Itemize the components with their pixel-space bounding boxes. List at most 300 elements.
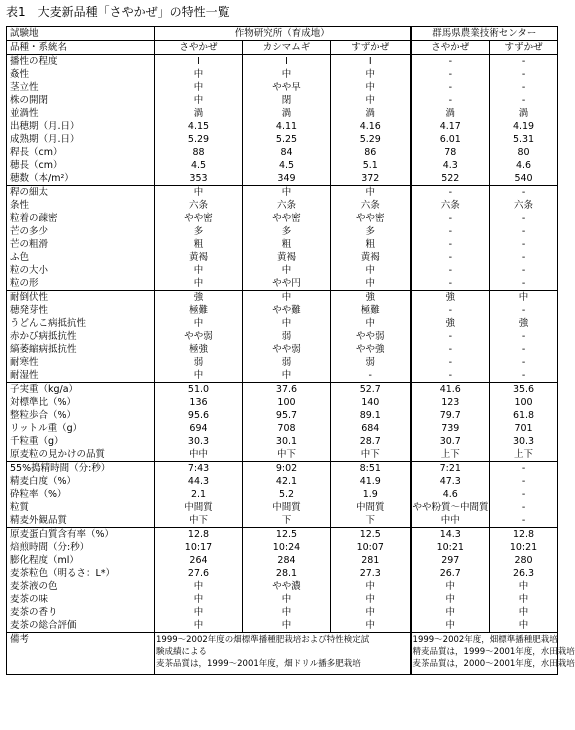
value-cell: - [490, 475, 558, 488]
value-cell: - [490, 277, 558, 291]
note-line: 麦茶品質は，1999～2001年度，畑ドリル播多肥栽培 [156, 659, 361, 669]
value-cell: 中間質 [331, 501, 411, 514]
note-line: 験成績による [156, 647, 208, 657]
value-cell: 100 [243, 396, 331, 409]
value-cell: 12.5 [331, 528, 411, 542]
value-cell: 中 [155, 593, 243, 606]
table-row [7, 55, 558, 69]
value-cell: 4.11 [243, 120, 331, 133]
value-cell: - [411, 55, 490, 69]
value-cell: 中下 [243, 448, 331, 462]
value-cell: 10:24 [243, 541, 331, 554]
value-cell: - [490, 68, 558, 81]
value-cell: - [490, 81, 558, 94]
variety-header: すずかぜ [490, 41, 558, 55]
value-cell: - [411, 277, 490, 291]
row-label: 姦性 [7, 68, 155, 81]
row-label: 原麦蛋白質含有率（%） [7, 528, 155, 542]
value-cell: 中 [243, 606, 331, 619]
value-cell: 中 [490, 619, 558, 633]
header-row-site [7, 27, 558, 41]
value-cell: やや粉質～中間質 [412, 502, 489, 513]
value-cell: 多 [243, 225, 331, 238]
value-cell: 284 [243, 554, 331, 567]
table-row [7, 238, 558, 251]
value-cell: 強 [155, 291, 243, 305]
value-cell: 六条 [411, 199, 490, 212]
value-cell: 522 [411, 172, 490, 186]
row-label: 精麦外観品質 [7, 514, 155, 528]
value-cell: 下 [243, 514, 331, 528]
value-cell: 4.5 [243, 159, 331, 172]
value-cell: 中 [331, 277, 411, 291]
row-label: 成熟期（月.日） [7, 133, 155, 146]
row-label: 麦茶液の色 [7, 580, 155, 593]
value-cell: 12.8 [490, 528, 558, 542]
value-cell: 中 [411, 580, 490, 593]
value-cell: 強 [411, 317, 490, 330]
table-row [7, 159, 558, 172]
value-cell: - [490, 225, 558, 238]
value-cell: 701 [490, 422, 558, 435]
value-cell: - [411, 94, 490, 107]
note-line: 麦茶品質は，2000～2001年度，水田栽培 [412, 659, 575, 669]
value-cell: 中 [331, 619, 411, 633]
value-cell: 閉 [243, 94, 331, 107]
row-label: 麦茶の味 [7, 593, 155, 606]
value-cell: I [155, 55, 243, 69]
value-cell: 極難 [331, 304, 411, 317]
value-cell: 95.6 [155, 409, 243, 422]
row-label: うどんこ病抵抗性 [7, 317, 155, 330]
table-row [7, 317, 558, 330]
value-cell: 10:21 [411, 541, 490, 554]
value-cell: やや早 [243, 81, 331, 94]
value-cell: 中間質 [243, 501, 331, 514]
value-cell: 1.9 [331, 488, 411, 501]
row-label: 原麦粒の見かけの品質 [7, 448, 155, 462]
value-cell: I [331, 55, 411, 69]
row-label: 穂発芽性 [7, 304, 155, 317]
value-cell: 中 [155, 94, 243, 107]
site-label: 試験地 [7, 27, 155, 41]
value-cell: やや円 [243, 277, 331, 291]
header-row-variety [7, 41, 558, 55]
table-row [7, 448, 558, 462]
value-cell: 黄褐 [331, 251, 411, 264]
notes-label: 備考 [7, 633, 155, 675]
value-cell: 540 [490, 172, 558, 186]
value-cell: 中 [155, 264, 243, 277]
characteristics-table [6, 26, 575, 675]
site-a-header: 作物研究所（育成地） [155, 27, 411, 41]
value-cell: 280 [490, 554, 558, 567]
value-cell: 中下 [155, 514, 243, 528]
variety-header: カシマムギ [243, 41, 331, 55]
value-cell: 61.8 [490, 409, 558, 422]
table-row [7, 514, 558, 528]
row-label: 芒の粗滑 [7, 238, 155, 251]
row-label: リットル重（g） [7, 422, 155, 435]
value-cell: 中 [243, 369, 331, 383]
value-cell: 89.1 [331, 409, 411, 422]
value-cell: 弱 [243, 356, 331, 369]
value-cell: 強 [490, 317, 558, 330]
value-cell: 中 [155, 317, 243, 330]
value-cell: 86 [331, 146, 411, 159]
table-row [7, 133, 558, 146]
value-cell: 80 [490, 146, 558, 159]
value-cell: 41.6 [411, 383, 490, 397]
value-cell: 4.16 [331, 120, 411, 133]
value-cell: - [490, 264, 558, 277]
value-cell: 4.19 [490, 120, 558, 133]
value-cell: - [490, 212, 558, 225]
table-row [7, 396, 558, 409]
value-cell: 中 [490, 291, 558, 305]
row-label: 千粒重（g） [7, 435, 155, 448]
table-body [7, 27, 575, 675]
value-cell: 100 [490, 396, 558, 409]
value-cell: 5.29 [331, 133, 411, 146]
value-cell: 12.5 [243, 528, 331, 542]
value-cell: 中 [155, 68, 243, 81]
value-cell: 中 [331, 68, 411, 81]
value-cell: 中中 [155, 448, 243, 462]
row-label: 稈の細太 [7, 186, 155, 200]
value-cell: - [411, 212, 490, 225]
value-cell: 51.0 [155, 383, 243, 397]
value-cell: やや強 [331, 343, 411, 356]
table-row [7, 251, 558, 264]
value-cell: 中 [331, 264, 411, 277]
value-cell: 六条 [490, 199, 558, 212]
value-cell: 中 [243, 619, 331, 633]
value-cell: 4.3 [411, 159, 490, 172]
value-cell: 140 [331, 396, 411, 409]
value-cell: - [490, 369, 558, 383]
value-cell: 上下 [411, 448, 490, 462]
value-cell: 中 [331, 186, 411, 200]
value-cell: 中 [243, 264, 331, 277]
value-cell: - [411, 225, 490, 238]
table-row [7, 146, 558, 159]
value-cell: 297 [411, 554, 490, 567]
value-cell: 中中 [411, 514, 490, 528]
value-cell: 28.7 [331, 435, 411, 448]
value-cell: 中 [331, 580, 411, 593]
value-cell: 強 [411, 291, 490, 305]
value-cell: - [411, 264, 490, 277]
notes-site-b [411, 633, 575, 675]
value-cell: - [490, 251, 558, 264]
value-cell: 強 [331, 291, 411, 305]
value-cell: 渦 [243, 107, 331, 120]
value-cell: 349 [243, 172, 331, 186]
value-cell: 95.7 [243, 409, 331, 422]
value-cell: 281 [331, 554, 411, 567]
value-cell: - [490, 462, 558, 476]
value-cell: - [411, 356, 490, 369]
value-cell: 弱 [155, 356, 243, 369]
table-row [7, 264, 558, 277]
value-cell: 136 [155, 396, 243, 409]
value-cell: 中 [331, 94, 411, 107]
value-cell: 中間質 [155, 501, 243, 514]
value-cell: 中 [155, 580, 243, 593]
value-cell: 中 [411, 593, 490, 606]
value-cell: 中 [411, 606, 490, 619]
value-cell: 中 [411, 619, 490, 633]
value-cell: 353 [155, 172, 243, 186]
value-cell: - [490, 501, 558, 514]
value-cell: 7:43 [155, 462, 243, 476]
value-cell: 多 [155, 225, 243, 238]
table-row [7, 541, 558, 554]
value-cell: 中 [490, 606, 558, 619]
value-cell: 684 [331, 422, 411, 435]
value-cell: 84 [243, 146, 331, 159]
table-row [7, 619, 558, 633]
value-cell: 六条 [243, 199, 331, 212]
table-row [7, 369, 558, 383]
value-cell: 4.15 [155, 120, 243, 133]
value-cell: 弱 [243, 330, 331, 343]
value-cell: 14.3 [411, 528, 490, 542]
row-label: 芒の多少 [7, 225, 155, 238]
table-row [7, 172, 558, 186]
value-cell: 中 [155, 369, 243, 383]
value-cell: やや難 [243, 304, 331, 317]
value-cell: 中 [331, 606, 411, 619]
value-cell: 5.31 [490, 133, 558, 146]
value-cell: 中下 [331, 448, 411, 462]
table-row [7, 343, 558, 356]
table-title: 表1 大麦新品種「さやかぜ」の特性一覧 [6, 5, 230, 19]
row-label: 耐寒性 [7, 356, 155, 369]
value-cell: 9:02 [243, 462, 331, 476]
value-cell: - [411, 186, 490, 200]
row-label: 縞萎縮病抵抗性 [7, 343, 155, 356]
value-cell: 粗 [155, 238, 243, 251]
row-label: 赤かび病抵抗性 [7, 330, 155, 343]
value-cell: - [331, 369, 411, 383]
value-cell: 粗 [331, 238, 411, 251]
value-cell: - [411, 343, 490, 356]
value-cell: - [411, 304, 490, 317]
value-cell: 黄褐 [243, 251, 331, 264]
value-cell: やや密 [331, 212, 411, 225]
value-cell: 中 [331, 593, 411, 606]
value-cell: - [490, 94, 558, 107]
value-cell: 5.25 [243, 133, 331, 146]
value-cell: 中 [155, 606, 243, 619]
table-row [7, 330, 558, 343]
row-label: 55%搗精時間（分:秒） [7, 462, 155, 476]
value-cell: - [490, 330, 558, 343]
value-cell: 中 [490, 593, 558, 606]
table-row [7, 383, 558, 397]
table-row [7, 567, 558, 580]
value-cell: 5.2 [243, 488, 331, 501]
value-cell: やや弱 [243, 343, 331, 356]
note-line: 1999～2002年度，畑標準播種肥栽培 [412, 635, 558, 645]
table-row [7, 501, 558, 514]
value-cell: 4.17 [411, 120, 490, 133]
value-cell: 37.6 [243, 383, 331, 397]
value-cell: 渦 [411, 107, 490, 120]
value-cell: 4.5 [155, 159, 243, 172]
value-cell: 28.1 [243, 567, 331, 580]
value-cell: - [490, 304, 558, 317]
value-cell: 26.7 [411, 567, 490, 580]
row-label: 出穂期（月.日） [7, 120, 155, 133]
value-cell: 47.3 [411, 475, 490, 488]
table-row [7, 186, 558, 200]
row-label: 精麦白度（%） [7, 475, 155, 488]
value-cell: 中 [243, 186, 331, 200]
row-label: 条性 [7, 199, 155, 212]
row-label: 穂数（本/m²） [7, 172, 155, 186]
value-cell: 中 [490, 580, 558, 593]
variety-label: 品種・系統名 [7, 41, 155, 55]
row-label: 稈長（cm） [7, 146, 155, 159]
table-row [7, 107, 558, 120]
row-label: 対標準比（%） [7, 396, 155, 409]
value-cell: 渦 [155, 107, 243, 120]
value-cell: 739 [411, 422, 490, 435]
value-cell: 中 [243, 593, 331, 606]
table-row [7, 277, 558, 291]
table-row [7, 291, 558, 305]
value-cell: - [411, 81, 490, 94]
row-label: 耐倒伏性 [7, 291, 155, 305]
table-row [7, 593, 558, 606]
note-line: 1999～2002年度の畑標準播種肥栽培および特性検定試 [156, 635, 370, 645]
value-cell: 5.29 [155, 133, 243, 146]
value-cell: 52.7 [331, 383, 411, 397]
value-cell: やや密 [155, 212, 243, 225]
value-cell: 30.3 [490, 435, 558, 448]
value-cell: - [490, 343, 558, 356]
row-label: 焙煎時間（分:秒） [7, 541, 155, 554]
value-cell: 中 [155, 81, 243, 94]
row-label: 麦茶粒色（明るさ：L*） [7, 567, 155, 580]
value-cell: 7:21 [411, 462, 490, 476]
value-cell: - [490, 55, 558, 69]
value-cell: 六条 [155, 199, 243, 212]
value-cell: 渦 [490, 107, 558, 120]
value-cell: 中 [155, 277, 243, 291]
table-row [7, 304, 558, 317]
value-cell: 123 [411, 396, 490, 409]
value-cell: 41.9 [331, 475, 411, 488]
value-cell: 694 [155, 422, 243, 435]
value-cell: 88 [155, 146, 243, 159]
value-cell: - [411, 330, 490, 343]
value-cell: 8:51 [331, 462, 411, 476]
value-cell: 弱 [331, 356, 411, 369]
value-cell: - [490, 488, 558, 501]
variety-header: さやかぜ [155, 41, 243, 55]
value-cell: 中 [331, 81, 411, 94]
variety-header: さやかぜ [411, 41, 490, 55]
value-cell: - [490, 238, 558, 251]
value-cell: 30.1 [243, 435, 331, 448]
value-cell: やや密 [243, 212, 331, 225]
note-line: 精麦品質は，1999～2001年度，水田栽培 [412, 647, 575, 657]
table-row [7, 528, 558, 542]
value-cell: 10:17 [155, 541, 243, 554]
value-cell: 粗 [243, 238, 331, 251]
value-cell: 30.7 [411, 435, 490, 448]
table-row [7, 435, 558, 448]
value-cell: 6.01 [411, 133, 490, 146]
value-cell: - [411, 238, 490, 251]
row-label: 粒質 [7, 501, 155, 514]
value-cell: 中 [155, 186, 243, 200]
value-cell: 上下 [490, 448, 558, 462]
value-cell: やや濃 [243, 580, 331, 593]
row-label: 整粒歩合（%） [7, 409, 155, 422]
value-cell: 10:07 [331, 541, 411, 554]
notes-site-a [155, 633, 411, 675]
value-cell: 10:21 [490, 541, 558, 554]
value-cell: 極難 [155, 304, 243, 317]
table-row [7, 580, 558, 593]
row-label: 茎立性 [7, 81, 155, 94]
value-cell: 12.8 [155, 528, 243, 542]
value-cell: 4.6 [490, 159, 558, 172]
table-row [7, 422, 558, 435]
row-label: 耐湿性 [7, 369, 155, 383]
table-row [7, 199, 558, 212]
value-cell: やや弱 [331, 330, 411, 343]
value-cell: 渦 [331, 107, 411, 120]
value-cell: I [243, 55, 331, 69]
row-label: 子実重（kg/a） [7, 383, 155, 397]
value-cell: 372 [331, 172, 411, 186]
row-label: ふ色 [7, 251, 155, 264]
row-label: 並渦性 [7, 107, 155, 120]
value-cell: - [411, 369, 490, 383]
table-row [7, 120, 558, 133]
table-row [7, 488, 558, 501]
value-cell: - [411, 68, 490, 81]
value-cell: 42.1 [243, 475, 331, 488]
value-cell: 27.6 [155, 567, 243, 580]
value-cell: やや弱 [155, 330, 243, 343]
value-cell: 4.6 [411, 488, 490, 501]
value-cell: 26.3 [490, 567, 558, 580]
notes-row [7, 633, 558, 675]
table-row [7, 554, 558, 567]
table-row [7, 94, 558, 107]
value-cell: 708 [243, 422, 331, 435]
site-b-header: 群馬県農業技術センター [411, 27, 558, 41]
value-cell: - [490, 514, 558, 528]
value-cell: - [490, 356, 558, 369]
value-cell: 中 [243, 68, 331, 81]
value-cell: 中 [155, 619, 243, 633]
value-cell: 中 [243, 317, 331, 330]
row-label: 粒着の疎密 [7, 212, 155, 225]
value-cell: 44.3 [155, 475, 243, 488]
row-label: 粒の大小 [7, 264, 155, 277]
value-cell: - [411, 251, 490, 264]
row-label: 播性の程度 [7, 55, 155, 69]
row-label: 粒の形 [7, 277, 155, 291]
